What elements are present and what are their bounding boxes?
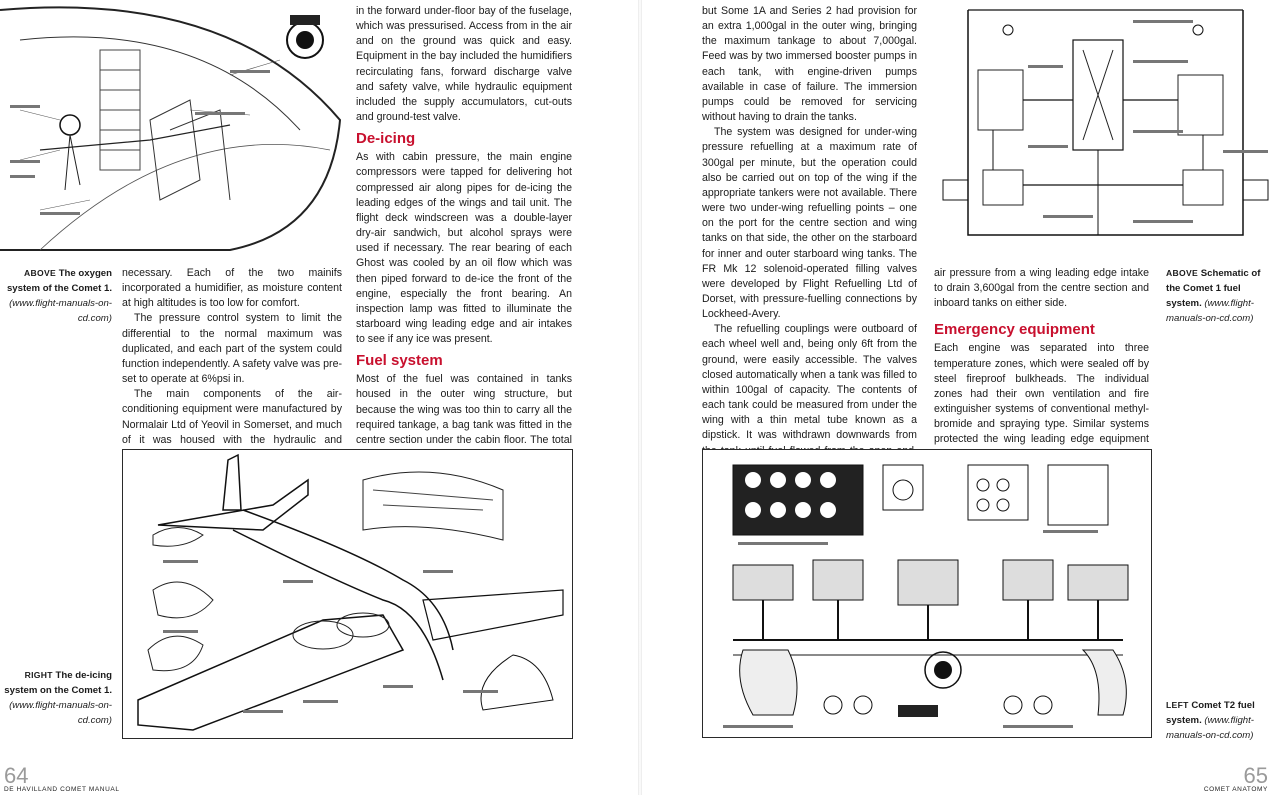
paragraph: As with cabin pressure, the main engine compressors were tapped for delivering hot compressed air along pipes for de-icing the leading edges of the wings and tail unit. The flight deck windscreen was a double-layer dry-air sandwich, but alcohol sprays were used if necessary. The rear bearing of each Ghost was cooled by an oil flow which was then piped forward to de-ice the front of the engine, especially the front bearing. An inspection lamp was fitted to illuminate the starboard wing leading edge and air intakes to see if any ice was present.: [356, 151, 572, 346]
caption-label: LEFT: [1166, 700, 1189, 710]
caption-url: (www.flight-manuals-on-cd.com): [9, 298, 112, 324]
page-number-left: 64: [4, 763, 29, 788]
spine-gutter: [638, 0, 642, 795]
fuel-schematic-caption: [1166, 266, 1276, 326]
paragraph: but Some 1A and Series 2 had provision for an extra 1,000gal in the outer wing, bringing the maximum tankage to about 7,000gal. Feed was by two immersed booster pumps in each tank, with engine-driven pumps available in case of failure. The immersion pumps could be removed for servicing without having to drain the tanks.: [702, 5, 917, 124]
paragraph: The pressure control system to limit the differential to the normal maximum was duplicated, and each part of the system could function independently. A safety valve was pre-set to operate at 6%psi in.: [122, 312, 342, 386]
paragraph: in the forward under-floor bay of the fuselage, which was pressurised. Access from in the air and on the ground was quick and easy. Equipment in the bay included the humidifiers recirculating fans, forward discharge valve and safety valve, while hydraulic equipment included the supply accumulators, cut-outs and ground-test valve.: [356, 5, 572, 124]
caption-title: Comet T2 fuel system.: [1166, 700, 1255, 726]
caption-label: RIGHT: [24, 670, 53, 680]
left-text-column-1: [122, 266, 342, 463]
comet-t2-fuel-figure: [702, 449, 1152, 738]
caption-label: ABOVE: [1166, 268, 1199, 278]
oxygen-figure-caption: [0, 266, 112, 326]
paragraph: Each engine was separated into three temperature zones, which were sealed off by steel fireproof bulkheads. The individual zones had their own ventilation and fire extinguisher systems of conventional methyl-bromide and spraying type. Similar systems protected the wing leading edge equipment: [934, 342, 1149, 446]
fuel-schematic-figure: [933, 0, 1278, 255]
page-number-right: 65: [1243, 763, 1268, 788]
caption-title: Schematic of the Comet 1 fuel system.: [1166, 268, 1261, 309]
right-text-column-1: [702, 4, 917, 504]
paragraph: Most of the fuel was contained in tanks housed in the outer wing structure, but because the wing was too thin to carry all the required tankage, a bag tank was fitted in the centre section under the cabin floor. The total: [356, 373, 572, 446]
caption-url: (www.flight-manuals-on-cd.com): [1166, 715, 1254, 741]
caption-title: The de-icing system on the Comet 1.: [4, 670, 112, 696]
heading-emergency-equipment: Emergency equipment: [934, 321, 1095, 339]
paragraph: The refuelling couplings were outboard of each wheel well and, being only 6ft from the ground, were easily accessible. The valves closed automatically when a tank was filled to within 100gal of capacity. The contents of each tank could be measured from under the wing with a thin metal tube known as a dipstick. It was withdrawn downwards from: [702, 323, 917, 442]
paragraph: The system was designed for under-wing pressure refuelling at a maximum rate of 300gal per minute, but the operation could also be carried out on top of the wing if the appropriate tankers were not available. There were two under-wing refuelling points – one on the port for the centre section and wing tanks on that side, the other on the starboard for inner and outer starboard wing tanks. The FR Mk 12 solenoid-operated filling valves were developed by Flight Refuelling Ltd of Dorset, with pressure-fuelling connections by Lockheed-Avery.: [702, 126, 917, 321]
left-text-column-2: [356, 4, 572, 478]
oxygen-system-figure: [0, 0, 343, 258]
right-text-column-2: [934, 266, 1149, 463]
caption-label: ABOVE: [23, 268, 57, 278]
heading-fuel-system: Fuel system: [356, 352, 443, 370]
de-icing-system-figure: [122, 449, 573, 739]
t2-fuel-figure-caption: [1166, 698, 1276, 743]
caption-url: (www.flight-manuals-on-cd.com): [1166, 298, 1254, 324]
de-icing-figure-caption: [0, 668, 112, 728]
paragraph: The main components of the air-conditioning equipment were manufactured by Normalair Ltd of Yeovil in Somerset, and much of it was housed with the hydraulic and: [122, 388, 342, 446]
caption-title: The oxygen system of the Comet 1.: [6, 268, 112, 294]
page-footer-right: COMET ANATOMY: [1203, 786, 1268, 793]
paragraph: necessary. Each of the two mainifs incorporated a humidifier, as moisture content at high altitudes is too low for comfort.: [122, 267, 342, 310]
heading-de-icing: De-icing: [356, 130, 416, 148]
caption-url: (www.flight-manuals-on-cd.com): [9, 700, 112, 726]
paragraph: air pressure from a wing leading edge intake to drain 3,600gal from the centre section and inboard tanks on either side.: [934, 267, 1149, 310]
page-footer-left: DE HAVILLAND COMET MANUAL: [4, 786, 120, 793]
